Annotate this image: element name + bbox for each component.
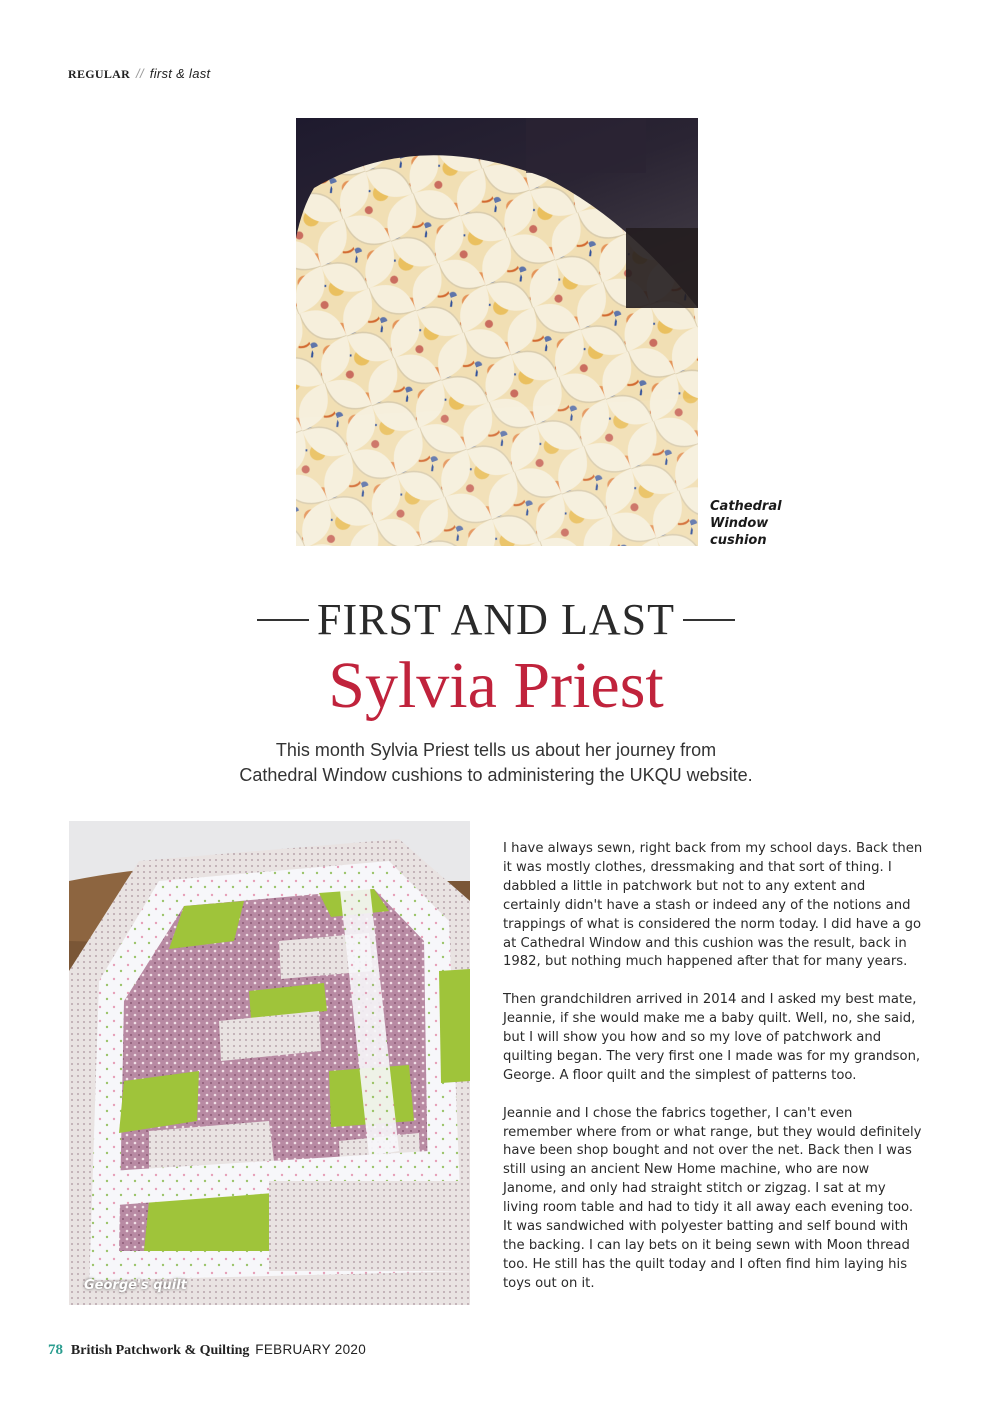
subsection-label: first & last — [149, 66, 211, 81]
body-paragraph: I have always sewn, right back from my school days. Back then it was mostly clothes, dressmaking and that sort of thing. I dabbled a little in patchwork but not to any extent and certainly didn't have a stash or indeed any of the notions and trappings of what is considered the norm today. I did have a go at Cathedral Window and this cushion was the result, back in 1982, but nothing much happened after that for many years. — [503, 841, 923, 970]
page-number: 78 — [48, 1342, 63, 1358]
standfirst — [150, 738, 842, 788]
cushion-caption-line: Cathedral — [710, 499, 782, 514]
kicker-rule-right — [683, 619, 735, 621]
article-kicker: FIRST AND LAST — [317, 595, 675, 644]
body-paragraph: Jeannie and I chose the fabrics together, I can't even remember where from or what range, but they would definitely have been shop bought and not over the net. Back then I was still using an ancient New Home machine, who are now Janome, and only had straight stitch or zigzag. I sat at my living room table and had to tidy it all away each evening too. It was sandwiched with polyester batting and self bound with the backing. I can lay bets on it being sewn with Moon thread too. He still has the quilt today and I often find him laying his toys out on it. — [503, 1105, 922, 1291]
section-label: REGULAR — [68, 67, 131, 81]
kicker-row — [0, 592, 992, 648]
magazine-name: British Patchwork & Quilting — [70, 1343, 250, 1358]
quilt-photo — [69, 821, 470, 1305]
quilt-caption: George's quilt — [84, 1278, 187, 1293]
body-paragraph: Then grandchildren arrived in 2014 and I asked my best mate, Jeannie, if she would make me a baby quilt. Well, no, she said, but I will show you how and so my love of patchwork and quilting began. The very first one I made was for my grandson, George. A floor quilt and the simplest of patterns too. — [503, 992, 921, 1083]
cushion-caption-line: Window — [710, 516, 769, 531]
kicker-rule-left — [257, 619, 309, 621]
standfirst-line: This month Sylvia Priest tells us about her journey from — [275, 740, 717, 760]
article-body — [503, 840, 923, 1313]
cushion-photo — [296, 118, 698, 546]
cushion-caption — [710, 498, 800, 549]
standfirst-line: Cathedral Window cushions to administering the UKQU website. — [239, 765, 753, 785]
issue-date: FEBRUARY 2020 — [255, 1342, 367, 1357]
section-tag — [68, 66, 210, 82]
cushion-caption-line: cushion — [710, 533, 767, 548]
section-separator: // — [136, 66, 144, 81]
article-title: Sylvia Priest — [328, 649, 664, 722]
page-footer — [48, 1341, 366, 1359]
